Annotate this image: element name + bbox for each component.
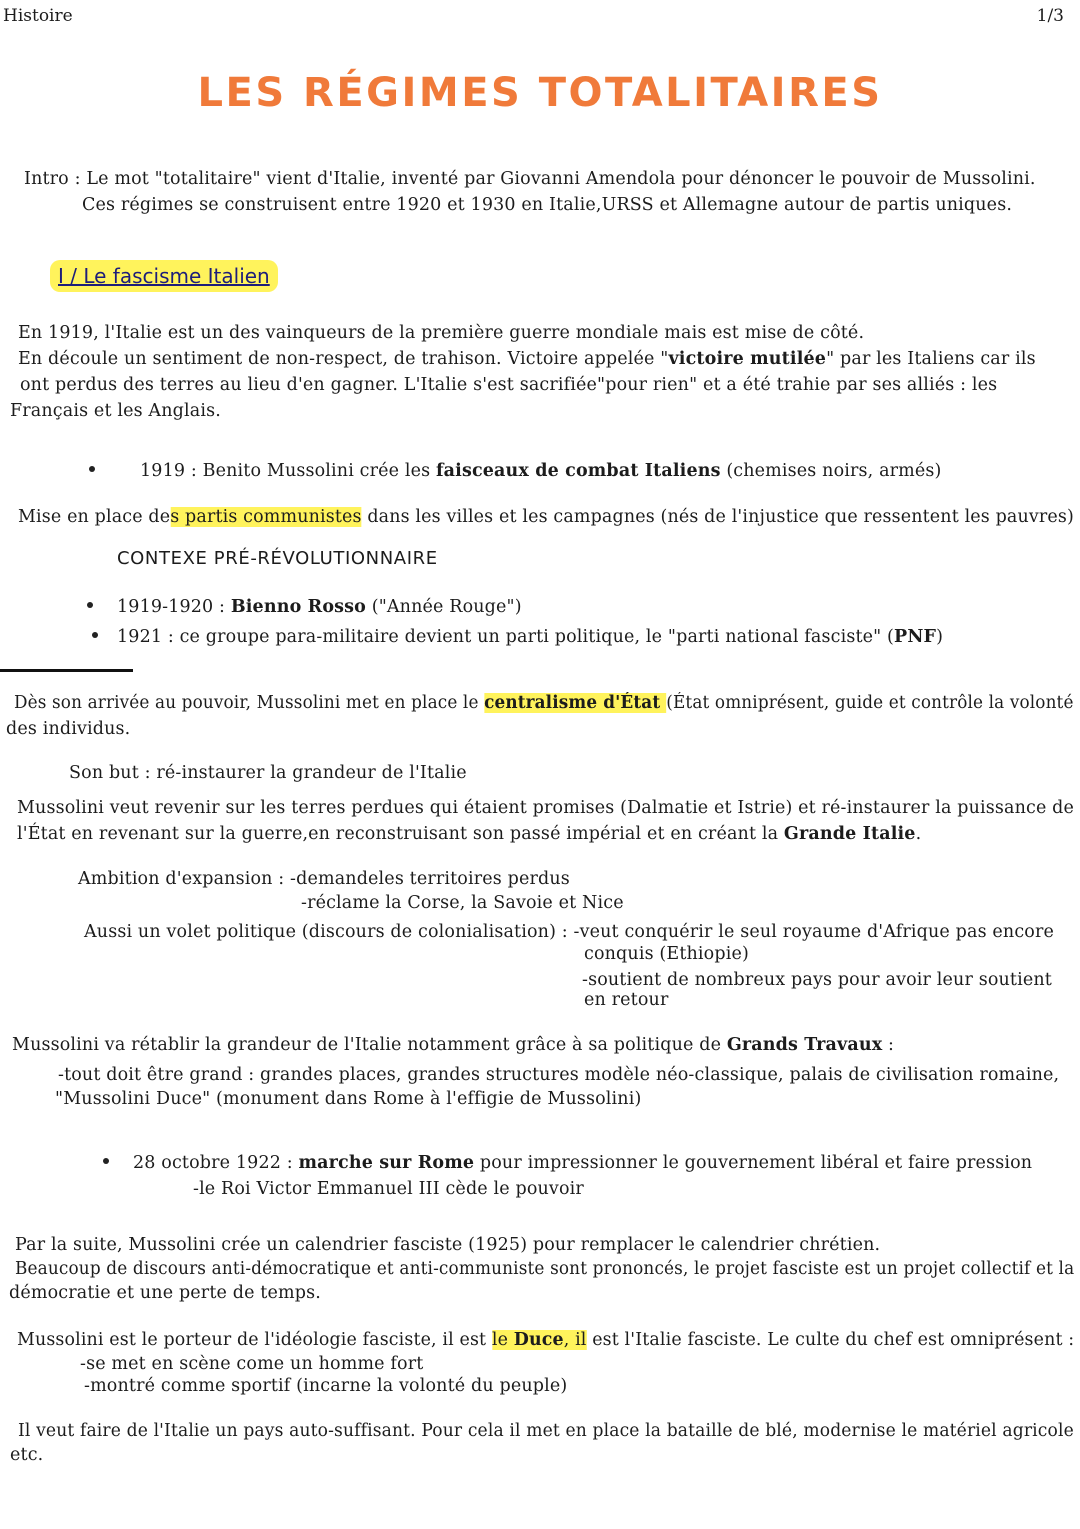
p3-line-2: des individus. bbox=[6, 719, 131, 739]
p8-line-1: Mussolini est le porteur de l'idéologie fasciste, il est le Duce, il est l'Italie fasciste. Le culte du chef est omniprésent : bbox=[17, 1330, 1075, 1350]
p8-line-3: -montré comme sportif (incarne la volonté du peuple) bbox=[84, 1376, 568, 1396]
p6-line-2: -tout doit être grand : grandes places, grandes structures modèle néo-classique, palais de civilisation romaine, bbox=[58, 1065, 1060, 1085]
highlight-duce: le Duce, il bbox=[491, 1330, 587, 1350]
p1-line-2: En découle un sentiment de non-respect, de trahison. Victoire appelée "victoire mutilée" par les Italiens car ils bbox=[18, 349, 1036, 369]
p5-corse: -réclame la Corse, la Savoie et Nice bbox=[301, 893, 624, 913]
p4-line-1: Mussolini veut revenir sur les terres perdues qui étaient promises (Dalmatie et Istrie) et ré-instaurer la puissance de bbox=[17, 798, 1075, 818]
bullet-icon bbox=[92, 632, 98, 638]
bullet-icon bbox=[89, 466, 95, 472]
emphasis-victoire-mutilee: victoire mutilée bbox=[668, 349, 827, 369]
bullet-1919-faisceaux: 1919 : Benito Mussolini crée les faisceaux de combat Italiens (chemises noirs, armés) bbox=[140, 461, 942, 481]
p5-ethiopie: conquis (Ethiopie) bbox=[584, 944, 749, 964]
p9-line-1: Il veut faire de l'Italie un pays auto-suffisant. Pour cela il met en place la bataille de blé, modernise le matériel agricole bbox=[18, 1421, 1074, 1441]
bullet-1921-pnf: 1921 : ce groupe para-militaire devient un parti politique, le "parti national fasciste" (PNF) bbox=[117, 627, 944, 647]
separator-line bbox=[0, 669, 133, 672]
bullet-marche-sur-rome: 28 octobre 1922 : marche sur Rome pour impressionner le gouvernement libéral et faire pression bbox=[133, 1153, 1033, 1173]
p3-line-1: Dès son arrivée au pouvoir, Mussolini met en place le centralisme d'État (État omniprésent, guide et contrôle la volonté bbox=[14, 693, 1074, 713]
p2-partis-communistes: Mise en place des partis communistes dans les villes et les campagnes (nés de l'injustice que ressentent les pauvres) bbox=[18, 507, 1074, 527]
p5-ambition: Ambition d'expansion : -demandeles territoires perdus bbox=[78, 869, 570, 889]
p4-goal: Son but : ré-instaurer la grandeur de l'Italie bbox=[69, 763, 467, 783]
p4-line-2: l'État en revenant sur la guerre,en reconstruisant son passé impérial et en créant la Grande Italie. bbox=[17, 824, 922, 844]
page-number: 1/3 bbox=[1036, 6, 1064, 26]
p1-line-1: En 1919, l'Italie est un des vainqueurs de la première guerre mondiale mais est mise de côté. bbox=[18, 323, 865, 343]
p5-soutient: -soutient de nombreux pays pour avoir leur soutient bbox=[582, 970, 1052, 990]
highlight-partis-communistes: s partis communistes bbox=[170, 507, 362, 527]
p5-retour: en retour bbox=[584, 990, 669, 1010]
highlight-centralisme: centralisme d'État bbox=[484, 693, 667, 713]
p8-line-2: -se met en scène come un homme fort bbox=[80, 1354, 424, 1374]
p1-line-3: ont perdus des terres au lieu d'en gagner. L'Italie s'est sacrifiée"pour rien" et a été trahie par ses alliés : les bbox=[20, 375, 998, 395]
section-heading-fascisme: I / Le fascisme Italien bbox=[50, 260, 278, 292]
p7-line-2: Beaucoup de discours anti-démocratique et anti-communiste sont prononcés, le projet fasciste est un projet collectif et la bbox=[15, 1259, 1075, 1279]
p6-line-1: Mussolini va rétablir la grandeur de l'Italie notamment grâce à sa politique de Grands Travaux : bbox=[12, 1035, 895, 1055]
bullet-icon bbox=[87, 602, 93, 608]
p5-volet-politique: Aussi un volet politique (discours de colonialisation) : -veut conquérir le seul royaume d'Afrique pas encore bbox=[84, 922, 1054, 942]
bullet-bienno-rosso: 1919-1920 : Bienno Rosso ("Année Rouge") bbox=[117, 597, 522, 617]
bullet-icon bbox=[103, 1158, 109, 1164]
p6-line-3: "Mussolini Duce" (monument dans Rome à l'effigie de Mussolini) bbox=[55, 1089, 642, 1109]
intro-line-1: Intro : Le mot "totalitaire" vient d'Italie, inventé par Giovanni Amendola pour dénoncer le pouvoir de Mussolini. bbox=[24, 169, 1036, 189]
page-title: LES RÉGIMES TOTALITAIRES bbox=[197, 70, 883, 116]
p7-line-1: Par la suite, Mussolini crée un calendrier fasciste (1925) pour remplacer le calendrier chrétien. bbox=[15, 1235, 881, 1255]
subject-label: Histoire bbox=[3, 6, 73, 26]
p7-line-3: démocratie et une perte de temps. bbox=[9, 1283, 321, 1303]
p9-line-2: etc. bbox=[10, 1445, 44, 1465]
context-heading: CONTEXE PRÉ-RÉVOLUTIONNAIRE bbox=[117, 548, 438, 569]
bullet-roi-victor: -le Roi Victor Emmanuel III cède le pouvoir bbox=[193, 1179, 584, 1199]
p1-line-4: Français et les Anglais. bbox=[10, 401, 221, 421]
intro-line-2: Ces régimes se construisent entre 1920 et 1930 en Italie,URSS et Allemagne autour de partis uniques. bbox=[82, 195, 1013, 215]
